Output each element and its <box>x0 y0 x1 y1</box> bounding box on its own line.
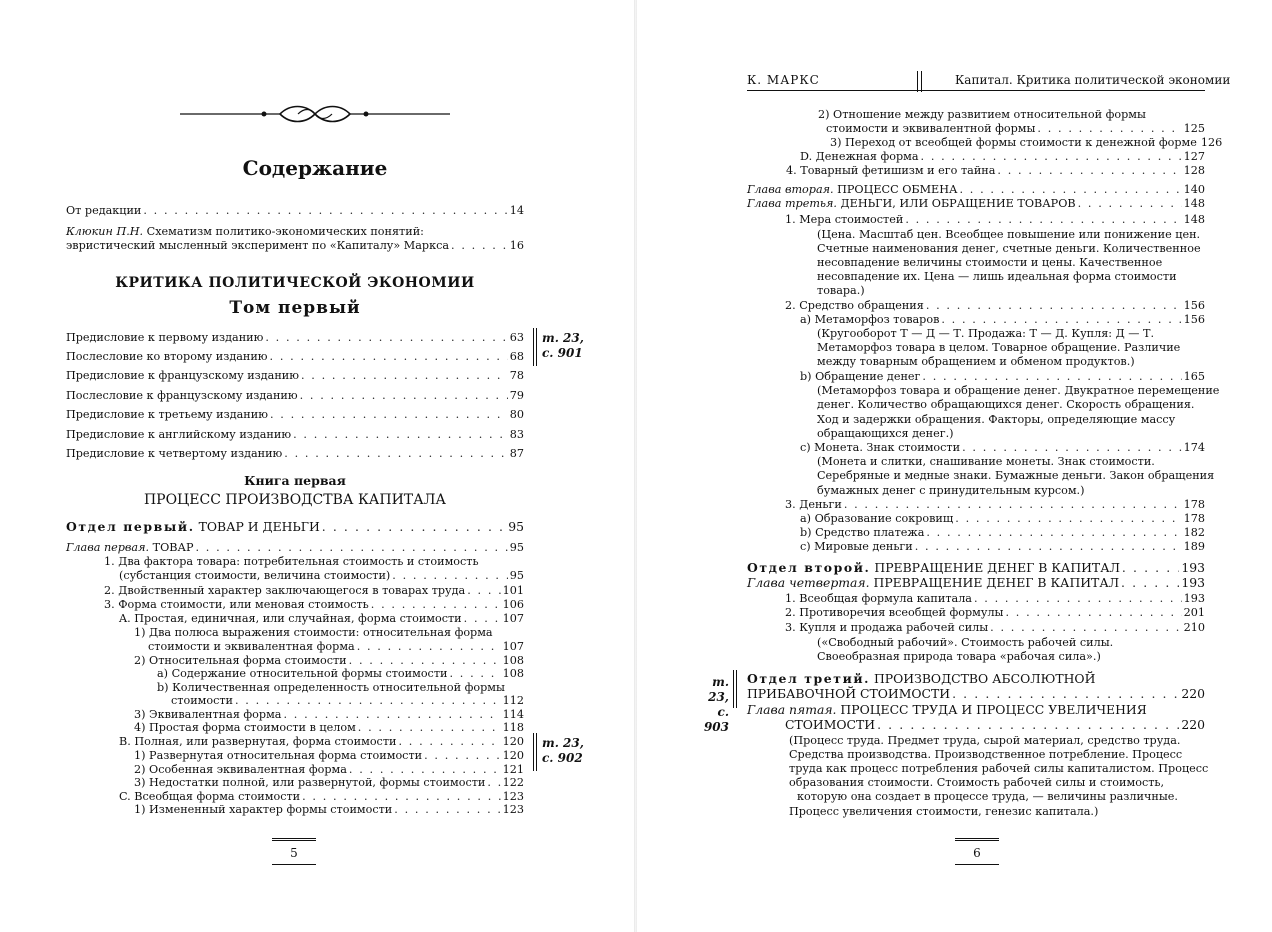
toc-subentry[interactable]: (Монета и слитки, снашивание монеты. Знак стоимости. <box>817 455 1155 468</box>
toc-subentry[interactable]: a) Метаморфоз товаров . . . 156 <box>800 313 1205 327</box>
toc-subentry[interactable]: Своеобразная природа товара «рабочая сила».) <box>817 650 1101 663</box>
page-title: Содержание <box>242 156 388 180</box>
toc-subentry[interactable]: 1) Измененный характер формы стоимости . . . 123 <box>134 803 524 817</box>
toc-subentry[interactable]: (Кругооборот Т — Д — Т. Продажа: Т — Д. Купля: Д — Т. <box>817 327 1155 340</box>
toc-subentry[interactable]: a) Образование сокровищ . . . 178 <box>800 512 1205 526</box>
toc-entry-klyukin-line2[interactable]: эвристический мысленный эксперимент по «Капиталу» Маркса . . . 16 <box>66 239 524 253</box>
toc-subentry[interactable]: 1) Развернутая относительная форма стоимости . . . 120 <box>134 749 524 763</box>
toc-entry-preface[interactable]: Предисловие к французскому изданию . . . 78 <box>66 369 524 383</box>
toc-section-1[interactable]: Отдел первый. ТОВАР И ДЕНЬГИ . . . 95 <box>66 520 524 534</box>
toc-subentry[interactable]: Серебряные и медные знаки. Бумажные деньги. Закон обращения <box>817 469 1215 482</box>
page-number-underline <box>955 864 999 865</box>
flourish-ornament-icon <box>180 100 450 128</box>
toc-subentry[interactable]: c) Монета. Знак стоимости . . . 174 <box>800 441 1205 455</box>
toc-subentry[interactable]: (Метаморфоз товара и обращение денег. Двукратное перемещение <box>817 384 1220 397</box>
toc-subentry[interactable]: 2. Двойственный характер заключающегося в товарах труда . . . 101 <box>104 584 524 598</box>
page-number: 5 <box>290 846 298 860</box>
header-rule <box>747 90 1205 91</box>
toc-subentry[interactable]: обращающихся денег.) <box>817 427 954 440</box>
toc-subentry[interactable]: 3) Переход от всеобщей формы стоимости к денежной форме 126 <box>830 136 1223 149</box>
toc-section-3-line2[interactable]: ПРИБАВОЧНОЙ СТОИМОСТИ . . . 220 <box>747 687 1205 701</box>
toc-subentry[interactable]: труда как процесс потребления рабочей силы капиталистом. Процесс <box>789 762 1209 775</box>
toc-subentry[interactable]: (субстанция стоимости, величина стоимости) . . . 95 <box>119 569 524 583</box>
toc-entry-klyukin-line1[interactable]: Клюкин П.Н. Схематизм политико-экономических понятий: <box>66 225 424 238</box>
toc-subentry[interactable]: (Цена. Масштаб цен. Всеобщее повышение или понижение цен. <box>817 228 1201 241</box>
toc-chapter-5[interactable]: Глава пятая. ПРОЦЕСС ТРУДА И ПРОЦЕСС УВЕЛИЧЕНИЯ <box>747 702 1147 717</box>
toc-subentry[interactable]: c) Мировые деньги . . . 189 <box>800 540 1205 554</box>
margin-bar <box>533 733 537 771</box>
toc-subentry[interactable]: 3. Форма стоимости, или меновая стоимость . . . 106 <box>104 598 524 612</box>
toc-subentry[interactable]: 2. Средство обращения . . . 156 <box>785 299 1205 313</box>
toc-subentry[interactable]: несовпадение величины стоимости и цены. Качественное <box>817 256 1163 269</box>
toc-subentry[interactable]: Метаморфоз товара в целом. Товарное обращение. Различие <box>817 341 1181 354</box>
toc-subentry[interactable]: («Свободный рабочий». Стоимость рабочей силы. <box>817 636 1114 649</box>
toc-entry-preface[interactable]: Предисловие к английскому изданию . . . 83 <box>66 428 524 442</box>
page-number: 6 <box>973 846 981 860</box>
toc-chapter-1[interactable]: Глава первая. ТОВАР . . . 95 <box>66 541 524 555</box>
toc-entry-editorial[interactable]: От редакции . . . 14 <box>66 204 524 218</box>
toc-subentry[interactable]: 3) Недостатки полной, или развернутой, формы стоимости . . . 122 <box>134 776 524 790</box>
toc-chapter-5-line2[interactable]: СТОИМОСТИ . . . 220 <box>785 718 1205 732</box>
page-number-rule <box>272 838 316 841</box>
toc-subentry[interactable]: D. Денежная форма . . . 127 <box>800 150 1205 164</box>
toc-subentry[interactable]: C. Всеобщая форма стоимости . . . 123 <box>119 790 524 804</box>
margin-note-vol23-901: т. 23, с. 901 <box>542 331 584 360</box>
toc-entry-preface[interactable]: Послесловие к французскому изданию . . . 79 <box>66 389 524 403</box>
toc-subentry[interactable]: Ход и задержки обращения. Факторы, определяющие массу <box>817 413 1176 426</box>
toc-section-2[interactable]: Отдел второй. ПРЕВРАЩЕНИЕ ДЕНЕГ В КАПИТАЛ . . . 193 <box>747 561 1205 575</box>
toc-subentry[interactable]: денег. Количество обращающихся денег. Скорость обращения. <box>817 398 1195 411</box>
margin-bar <box>733 670 737 708</box>
toc-subentry[interactable]: b) Средство платежа . . . 182 <box>800 526 1205 540</box>
volume-title: Том первый <box>229 298 361 318</box>
margin-bar <box>533 328 537 366</box>
toc-chapter-2[interactable]: Глава вторая. ПРОЦЕСС ОБМЕНА . . . 140 <box>747 183 1205 197</box>
toc-subentry[interactable]: 1. Мера стоимостей . . . 148 <box>785 213 1205 227</box>
toc-entry-preface[interactable]: Предисловие к четвертому изданию . . . 87 <box>66 447 524 461</box>
toc-subentry[interactable]: 4. Товарный фетишизм и его тайна . . . 128 <box>786 164 1205 178</box>
toc-subentry[interactable]: образования стоимости. Стоимость рабочей силы и стоимость, <box>789 776 1165 789</box>
toc-subentry[interactable]: бумажных денег с принудительным курсом.) <box>817 484 1085 497</box>
book-title: ПРОЦЕСС ПРОИЗВОДСТВА КАПИТАЛА <box>143 492 447 508</box>
toc-subentry[interactable]: стоимости и эквивалентная форма . . . 107 <box>148 640 524 654</box>
right-page <box>637 0 1272 932</box>
header-divider <box>917 71 922 92</box>
toc-subentry[interactable]: A. Простая, единичная, или случайная, форма стоимости . . . 107 <box>119 612 524 626</box>
toc-subentry[interactable]: 3. Деньги . . . 178 <box>785 498 1205 512</box>
running-header-title: Капитал. Критика политической экономии <box>955 73 1231 87</box>
toc-subentry[interactable]: стоимости . . . 112 <box>171 694 524 708</box>
running-header-author: К. МАРКС <box>747 73 820 87</box>
toc-subentry[interactable]: 3) Эквивалентная форма . . . 114 <box>134 708 524 722</box>
toc-subentry[interactable]: 1. Всеобщая формула капитала . . . 193 <box>785 592 1205 606</box>
toc-section-3[interactable]: Отдел третий. ПРОИЗВОДСТВО АБСОЛЮТНОЙ <box>747 671 1096 686</box>
toc-subentry[interactable]: 2) Особенная эквивалентная форма . . . 121 <box>134 763 524 777</box>
toc-subentry[interactable]: (Процесс труда. Предмет труда, сырой материал, средство труда. <box>789 734 1181 747</box>
toc-subentry[interactable]: стоимости и эквивалентной формы . . . 125 <box>826 122 1205 136</box>
toc-entry-preface[interactable]: Предисловие к третьему изданию . . . 80 <box>66 408 524 422</box>
page-number-rule <box>955 838 999 841</box>
toc-subentry[interactable]: 4) Простая форма стоимости в целом . . . 118 <box>134 721 524 735</box>
margin-note-vol23-902: т. 23, с. 902 <box>542 736 584 765</box>
page-number-underline <box>272 864 316 865</box>
toc-subentry[interactable]: между товарным обращением и обменом продуктов.) <box>817 355 1135 368</box>
toc-entry-preface[interactable]: Предисловие к первому изданию . . . 63 <box>66 331 524 345</box>
toc-subentry[interactable]: Средства производства. Производственное потребление. Процесс <box>789 748 1183 761</box>
toc-subentry[interactable]: Процесс увеличения стоимости, генезис капитала.) <box>789 805 1099 818</box>
margin-note-vol23-903: т. 23, с. 903 <box>703 675 729 734</box>
toc-subentry[interactable]: B. Полная, или развернутая, форма стоимости . . . 120 <box>119 735 524 749</box>
book-label: Книга первая <box>244 473 346 488</box>
toc-subentry[interactable]: несовпадение их. Цена — лишь идеальная форма стоимости <box>817 270 1177 283</box>
toc-chapter-4[interactable]: Глава четвертая. ПРЕВРАЩЕНИЕ ДЕНЕГ В КАПИТАЛ . . . 193 <box>747 576 1205 590</box>
toc-subentry[interactable]: a) Содержание относительной формы стоимости . . . 108 <box>157 667 524 681</box>
part-title: КРИТИКА ПОЛИТИЧЕСКОЙ ЭКОНОМИИ <box>115 275 475 291</box>
toc-subentry[interactable]: которую она создает в процессе труда, — величины различные. <box>797 790 1178 803</box>
toc-subentry[interactable]: b) Количественная определенность относительной формы <box>157 681 505 694</box>
toc-subentry[interactable]: 2) Отношение между развитием относительной формы <box>818 108 1146 121</box>
toc-chapter-3[interactable]: Глава третья. ДЕНЬГИ, ИЛИ ОБРАЩЕНИЕ ТОВАРОВ . . . 148 <box>747 197 1205 211</box>
toc-subentry[interactable]: 1. Два фактора товара: потребительная стоимость и стоимость <box>104 555 479 568</box>
left-page <box>0 0 634 932</box>
toc-subentry[interactable]: товара.) <box>817 284 865 297</box>
toc-subentry[interactable]: 2) Относительная форма стоимости . . . 108 <box>134 654 524 668</box>
toc-subentry[interactable]: 1) Два полюса выражения стоимости: относительная форма <box>134 626 493 639</box>
toc-subentry[interactable]: 3. Купля и продажа рабочей силы . . . 210 <box>785 621 1205 635</box>
toc-subentry[interactable]: b) Обращение денег . . . 165 <box>800 370 1205 384</box>
toc-entry-preface[interactable]: Послесловие ко второму изданию . . . 68 <box>66 350 524 364</box>
toc-subentry[interactable]: 2. Противоречия всеобщей формулы . . . 201 <box>785 606 1205 620</box>
toc-subentry[interactable]: Счетные наименования денег, счетные деньги. Количественное <box>817 242 1201 255</box>
